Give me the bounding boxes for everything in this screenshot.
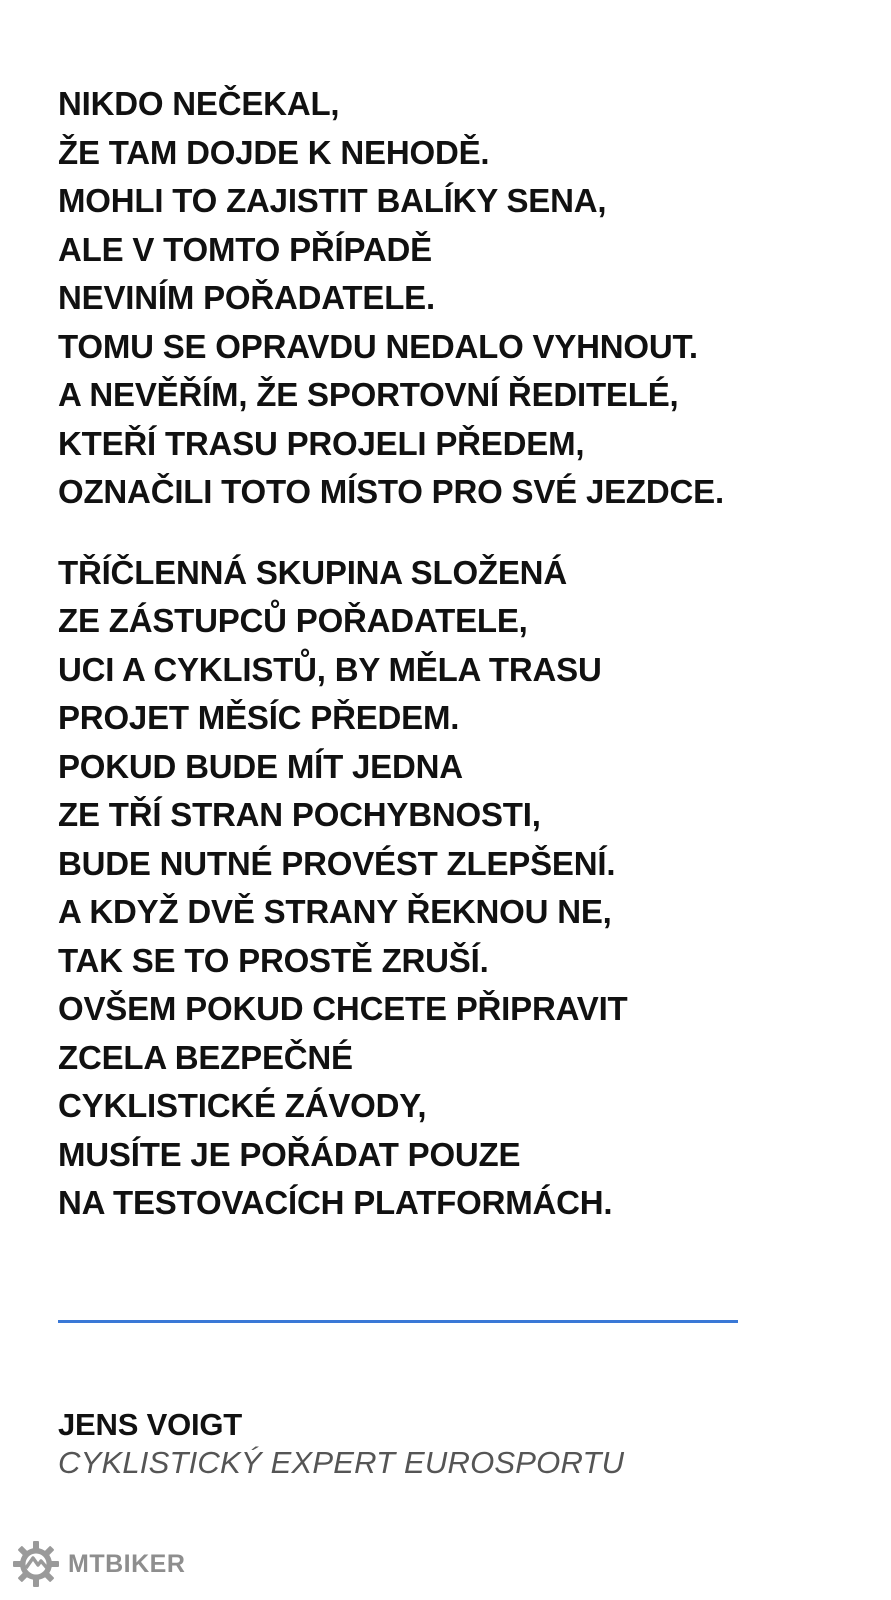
author-role: CYKLISTICKÝ EXPERT EUROSPORTU xyxy=(58,1445,625,1480)
quote-line: MOHLI TO ZAJISTIT BALÍKY SENA, xyxy=(58,182,607,219)
quote-line: ŽE TAM DOJDE K NEHODĚ. xyxy=(58,133,490,171)
author-block xyxy=(58,1406,624,1482)
quote-line: PROJET MĚSÍC PŘEDEM. xyxy=(58,699,460,736)
quote-line: TOMU SE OPRAVDU NEDALO VYHNOUT. xyxy=(58,327,698,365)
quote-line: A KDYŽ DVĚ STRANY ŘEKNOU NE, xyxy=(58,893,612,930)
quote-line: BUDE NUTNÉ PROVÉST ZLEPŠENÍ. xyxy=(58,844,616,882)
quote-line: TAK SE TO PROSTĚ ZRUŠÍ. xyxy=(58,941,489,979)
quote-line: ZCELA BEZPEČNÉ xyxy=(58,1038,353,1076)
quote-line: CYKLISTICKÉ ZÁVODY, xyxy=(58,1087,427,1124)
quote-line: KTEŘÍ TRASU PROJELI PŘEDEM, xyxy=(58,424,585,462)
quote-line: A NEVĚŘÍM, ŽE SPORTOVNÍ ŘEDITELÉ, xyxy=(58,376,679,413)
quote-line: NEVINÍM POŘADATELE. xyxy=(58,279,435,316)
quote-paragraph-1 xyxy=(58,80,888,517)
gear-logo-icon xyxy=(12,1540,60,1588)
watermark-text: MTBIKER xyxy=(68,1549,186,1578)
quote-line: MUSÍTE JE POŘÁDAT POUZE xyxy=(58,1135,521,1173)
watermark xyxy=(12,1540,185,1588)
quote-line: TŘÍČLENNÁ SKUPINA SLOŽENÁ xyxy=(58,553,567,591)
author-name: JENS VOIGT xyxy=(58,1407,243,1442)
quote-block xyxy=(58,80,888,1228)
quote-line: OVŠEM POKUD CHCETE PŘIPRAVIT xyxy=(58,990,628,1027)
quote-line: ZE ZÁSTUPCŮ POŘADATELE, xyxy=(58,602,528,639)
divider-line xyxy=(58,1320,738,1323)
quote-line: UCI A CYKLISTŮ, BY MĚLA TRASU xyxy=(58,650,602,688)
quote-line: POKUD BUDE MÍT JEDNA xyxy=(58,747,463,785)
quote-line: ZE TŘÍ STRAN POCHYBNOSTI, xyxy=(58,796,541,833)
quote-paragraph-2 xyxy=(58,549,888,1228)
quote-line: ALE V TOMTO PŘÍPADĚ xyxy=(58,230,432,268)
quote-line: NA TESTOVACÍCH PLATFORMÁCH. xyxy=(58,1184,613,1221)
quote-line: OZNAČILI TOTO MÍSTO PRO SVÉ JEZDCE. xyxy=(58,473,724,510)
quote-line: NIKDO NEČEKAL, xyxy=(58,85,340,122)
